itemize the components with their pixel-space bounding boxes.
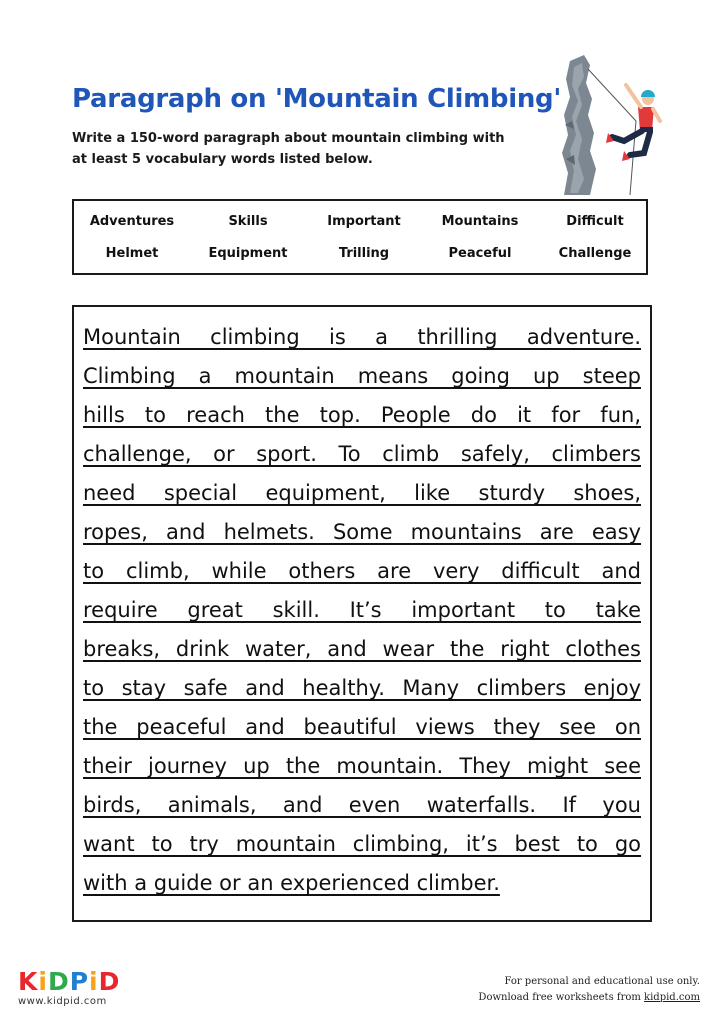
paragraph-line: to stay safe and healthy. Many climbers enjoy [83, 676, 641, 700]
paragraph-box [72, 305, 652, 922]
vocabulary-word: Equipment [208, 246, 288, 261]
page-title: Paragraph on 'Mountain Climbing' [72, 84, 562, 114]
vocabulary-word: Challenge [558, 246, 632, 261]
paragraph-line: require great skill. It’s important to take [83, 598, 641, 622]
vocabulary-word: Skills [228, 214, 268, 229]
logo-letter: i [38, 967, 48, 996]
logo-letter: i [89, 967, 99, 996]
paragraph-line: breaks, drink water, and wear the right clothes [83, 637, 641, 661]
vocabulary-word: Adventures [89, 214, 175, 229]
logo-letter: P [69, 967, 90, 996]
vocabulary-word: Peaceful [448, 246, 512, 261]
logo-letter: D [98, 967, 121, 996]
paragraph-line: hills to reach the top. People do it for fun, [83, 403, 641, 427]
paragraph-line: to climb, while others are very difficult and [83, 559, 641, 583]
kidpid-logo [18, 968, 128, 1012]
logo-wordmark [18, 968, 128, 996]
instructions-text: Write a 150-word paragraph about mountain climbing with at least 5 vocabulary words listed below. [72, 131, 505, 167]
paragraph-line: with a guide or an experienced climber. [83, 871, 500, 895]
footer-note [478, 974, 700, 1006]
paragraph-line: Climbing a mountain means going up steep [83, 364, 641, 388]
paragraph-line: need special equipment, like sturdy shoes, [83, 481, 641, 505]
vocabulary-word: Trilling [338, 246, 390, 261]
logo-letter: K [18, 967, 39, 996]
paragraph-line: ropes, and helmets. Some mountains are easy [83, 520, 641, 544]
vocabulary-word: Mountains [441, 214, 519, 229]
vocabulary-box [72, 199, 648, 275]
logo-letter: D [47, 967, 70, 996]
footer-download-prefix: Download free worksheets from [478, 992, 645, 1003]
paragraph-line: want to try mountain climbing, it’s best to go [83, 832, 641, 856]
paragraph-line: their journey up the mountain. They might see [83, 754, 641, 778]
vocabulary-word: Important [327, 214, 401, 229]
logo-url: www.kidpid.com [18, 996, 107, 1007]
footer-usage-text: For personal and educational use only. [504, 976, 700, 987]
paragraph-line: challenge, or sport. To climb safely, climbers [83, 442, 641, 466]
vocabulary-word: Helmet [105, 246, 159, 261]
paragraph-line: Mountain climbing is a thrilling adventure. [83, 325, 641, 349]
footer-download-text [478, 990, 700, 1006]
vocabulary-word: Difficult [566, 214, 624, 229]
paragraph-line: the peaceful and beautiful views they see on [83, 715, 641, 739]
kidpid-link[interactable]: kidpid.com [644, 992, 700, 1003]
paragraph-line: birds, animals, and even waterfalls. If you [83, 793, 641, 817]
rock-climber-illustration [560, 55, 670, 195]
